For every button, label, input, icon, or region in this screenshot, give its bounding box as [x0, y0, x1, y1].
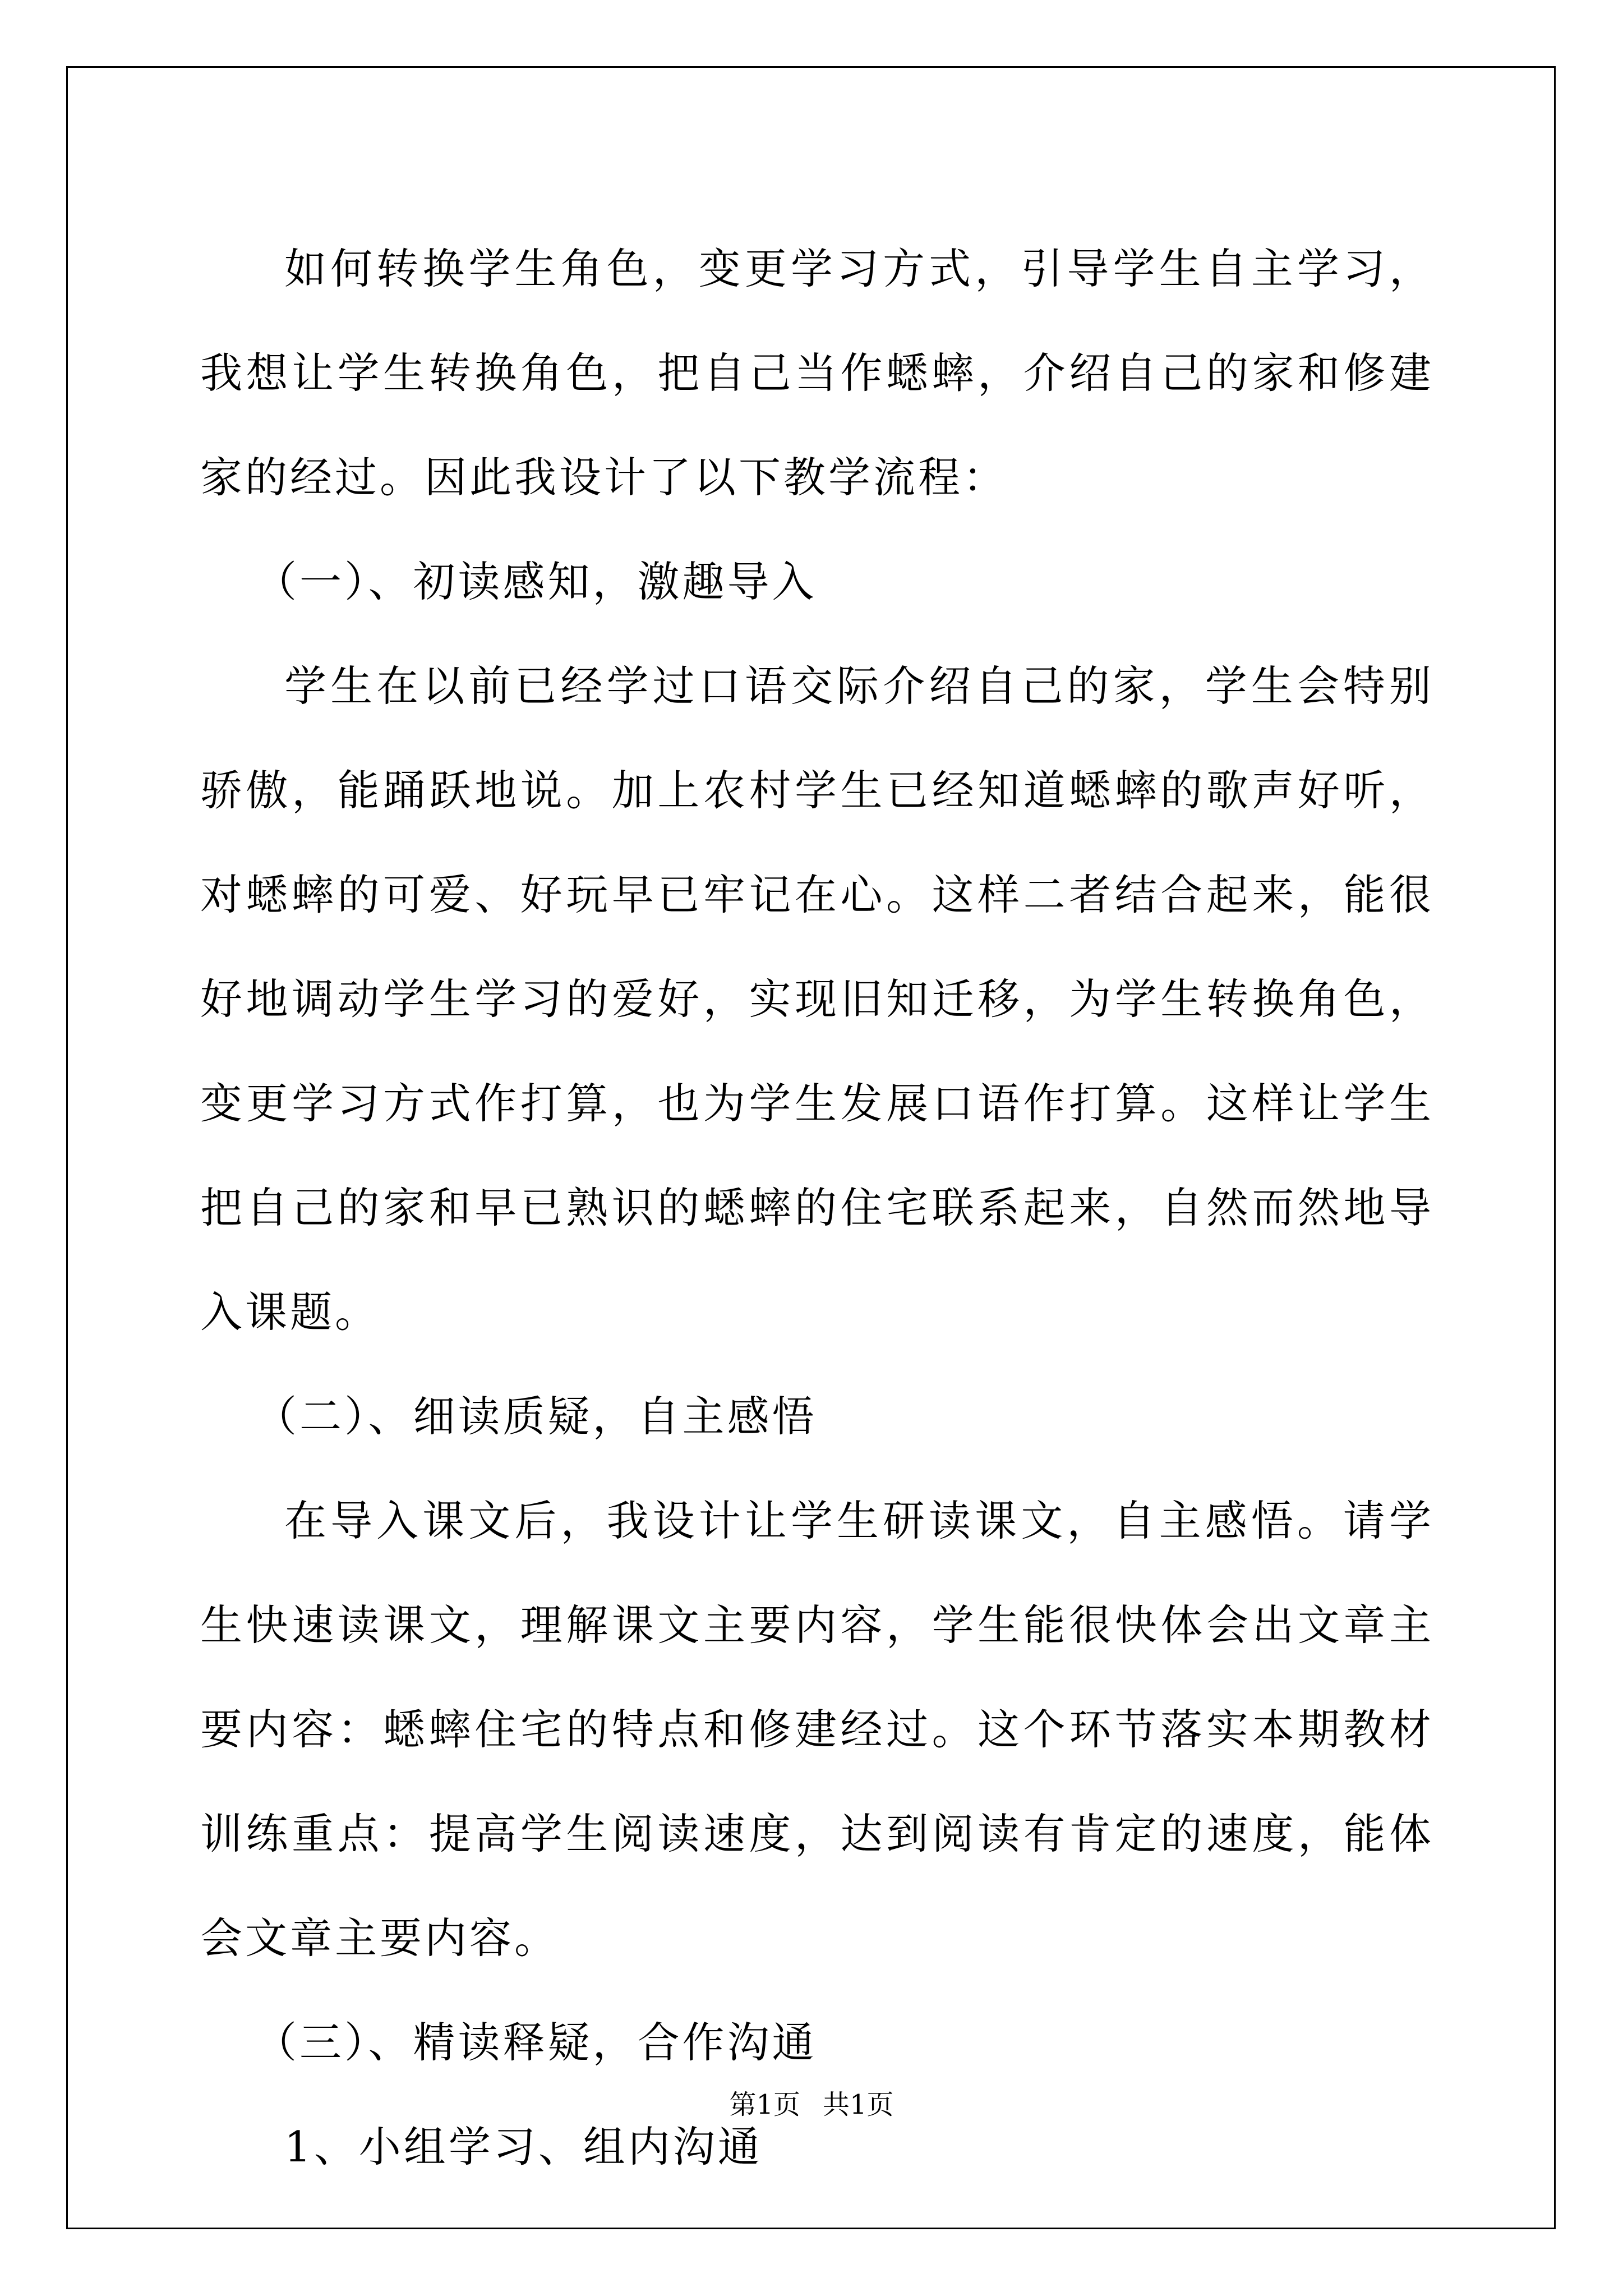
- page-number-current: 第1页: [729, 2089, 800, 2120]
- page-footer: [0, 2088, 1623, 2122]
- paragraph-section-2: 在导入课文后，我设计让学生研读课文，自主感悟。请学生快速读课文，理解课文主要内容，学生能很快体会出文章主要内容：蟋蟀住宅的特点和修建经过。这个环节落实本期教材训练重点：提高学生阅读速度，达到阅读有肯定的速度，能体会文章主要内容。: [200, 1496, 1434, 1963]
- document-body: [200, 217, 1434, 2199]
- page-number-total: 共1页: [823, 2089, 894, 2120]
- paragraph-section-1: 学生在以前已经学过口语交际介绍自己的家，学生会特别骄傲，能踊跃地说。加上农村学生已经知道蟋蟀的歌声好听，对蟋蟀的可爱、好玩早已牢记在心。这样二者结合起来，能很好地调动学生学习的爱好，实现旧知迁移，为学生转换角色，变更学习方式作打算，也为学生发展口语作打算。这样让学生把自己的家和早已熟识的蟋蟀的住宅联系起来，自然而然地导入课题。: [200, 661, 1434, 1337]
- paragraph-intro: 如何转换学生角色，变更学习方式，引导学生自主学习，我想让学生转换角色，把自己当作蟋蟀，介绍自己的家和修建家的经过。因此我设计了以下教学流程：: [200, 244, 1434, 502]
- section-heading-3: （三）、精读释疑，合作沟通: [255, 2018, 817, 2067]
- section-heading-2: （二）、细读质疑，自主感悟: [255, 1392, 817, 1441]
- paragraph-subsection-1: 1、小组学习、组内沟通: [284, 2122, 763, 2171]
- section-heading-1: （一）、初读感知，激趣导入: [255, 557, 817, 606]
